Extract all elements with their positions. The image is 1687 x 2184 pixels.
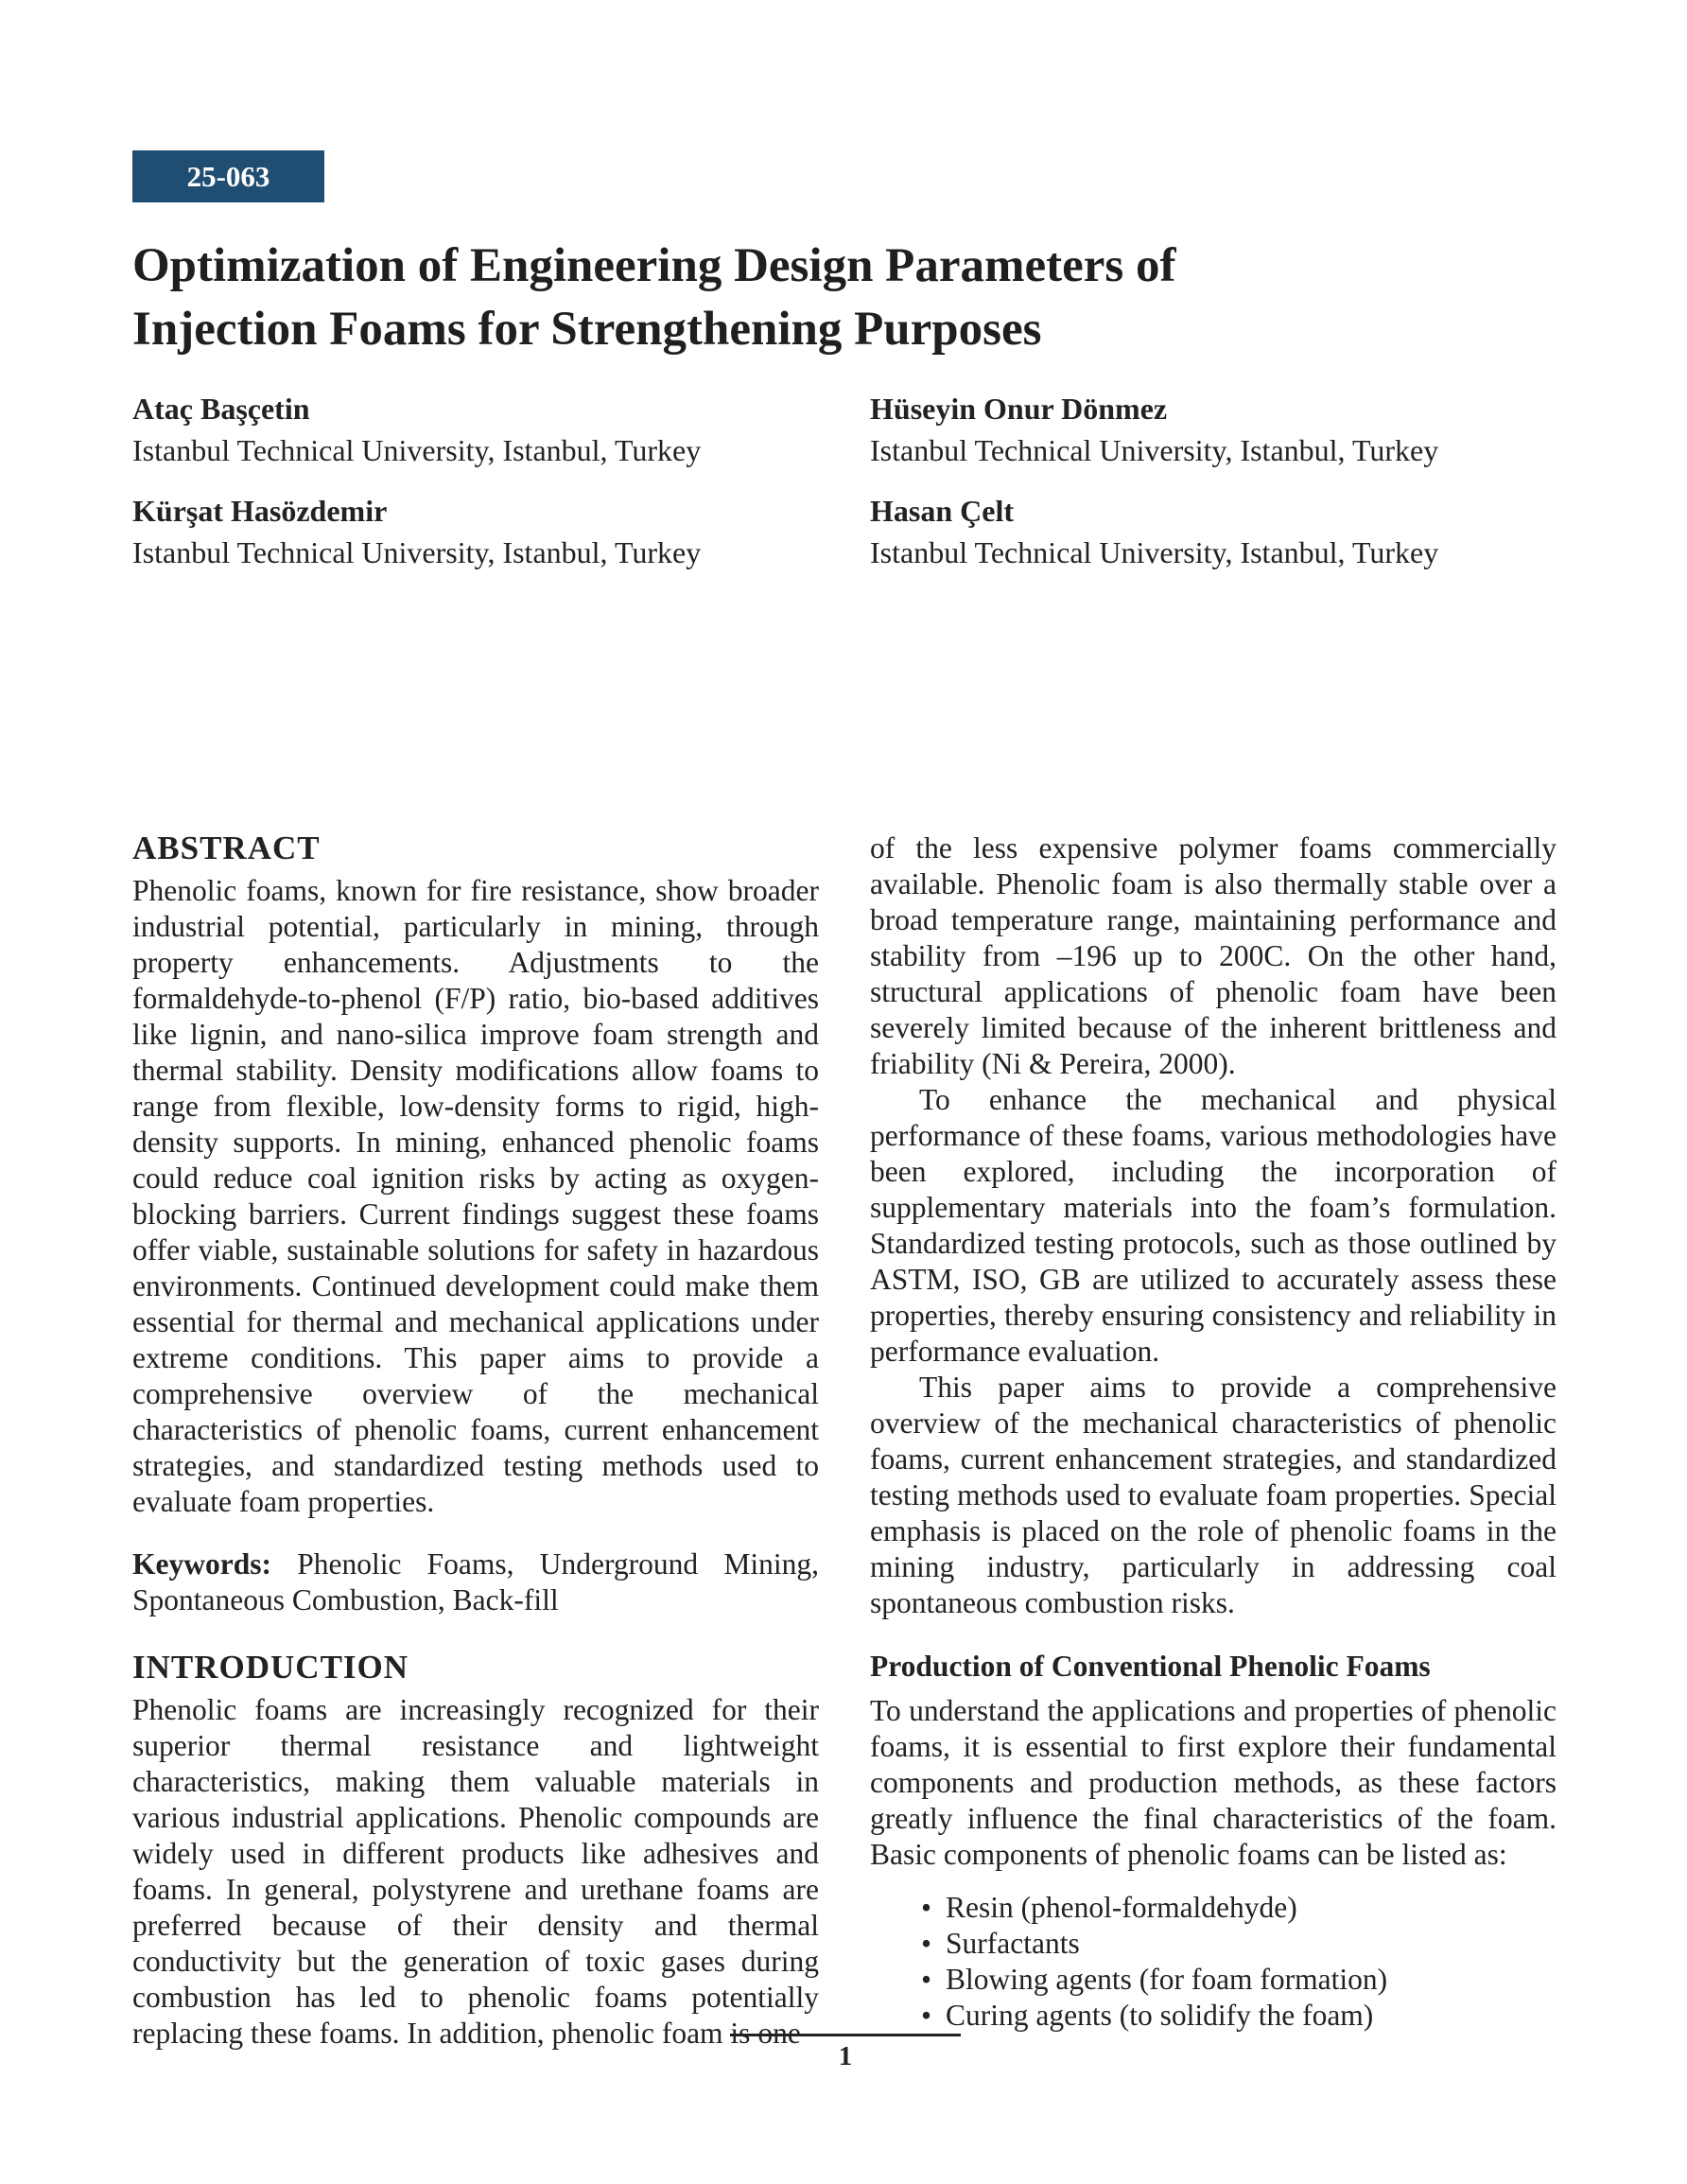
introduction-paragraph: To enhance the mechanical and physical performance of these foams, various methodologies have been explored, including the incorporation of supplementary materials into the foam’s formulation. Standardized testing protocols, such as those outlined by ASTM, ISO, GB are utilized to accurately assess these properties, thereby ensuring consistency and reliability in performance evaluation. [870,1083,1557,1368]
author-name: Kürşat Hasözdemir [132,494,388,528]
production-text: To understand the applications and properties of phenolic foams, it is essential to first explore their fundamental components and production methods, as these factors greatly influence the final characteristics of the foam. Basic components of phenolic foams can be listed as: [870,1694,1557,1871]
abstract-text: Phenolic foams, known for fire resistance, show broader industrial potential, particularly in mining, through property enhancements. Adjustments to the formaldehyde-to-phenol (F/P) ratio, bio-based additives like lignin, and nano-silica improve foam strength and thermal stability. Density modifications allow foams to range from flexible, low-density forms to rigid, high-density supports. In mining, enhanced phenolic foams could reduce coal ignition risks by acting as oxygen-blocking barriers. Current findings suggest these foams offer viable, sustainable solutions for safety in hazardous environments. Continued development could make them essential for thermal and mechanical applications under extreme conditions. This paper aims to provide a comprehensive overview of the mechanical characteristics of phenolic foams, current enhancement strategies, and standardized testing methods used to evaluate foam properties. [132,874,819,1518]
bullet-icon: • [921,1963,932,1996]
left-column [132,828,819,2052]
paper-id-badge: 25-063 [132,150,324,202]
keywords-text: Phenolic Foams, Underground Mining, Spontaneous Combustion, Back-fill [132,1547,819,1616]
introduction-heading: INTRODUCTION [132,1649,409,1686]
abstract-heading: ABSTRACT [132,830,321,866]
author-name: Hüseyin Onur Dönmez [870,392,1168,426]
title-line: Optimization of Engineering Design Parameters of [132,239,1176,292]
right-column [870,830,1557,2034]
keywords-label: Keywords: [132,1547,271,1581]
list-item [921,1962,1557,1998]
author-affiliation: Istanbul Technical University, Istanbul, Turkey [132,535,702,569]
bullet-icon: • [921,1999,932,2032]
introduction-paragraph: This paper aims to provide a comprehensive overview of the mechanical characteristics of phenolic foams, current enhancement strategies, and standardized testing methods used to evaluate foam properties. Special emphasis is placed on the role of phenolic foams in the mining industry, particularly in addressing coal spontaneous combustion risks. [870,1371,1557,1619]
page-number: 1 [838,2041,853,2071]
author-affiliation: Istanbul Technical University, Istanbul, Turkey [870,535,1439,569]
production-heading: Production of Conventional Phenolic Foams [870,1650,1431,1683]
list-item-text: Resin (phenol-formaldehyde) [946,1891,1297,1924]
keywords [132,1546,819,1618]
author-block [870,388,1438,471]
author-block [132,388,701,471]
list-item-text: Blowing agents (for foam formation) [946,1963,1388,1996]
author-affiliation: Istanbul Technical University, Istanbul, Turkey [870,433,1439,467]
list-item [921,1926,1557,1962]
title-line: Injection Foams for Strengthening Purposes [132,303,1042,356]
author-name: Ataç Başçetin [132,392,310,426]
list-item [921,1890,1557,1926]
author-name: Hasan Çelt [870,494,1014,528]
components-list [870,1890,1557,2034]
bullet-icon: • [921,1927,932,1960]
list-item-text: Surfactants [946,1927,1080,1960]
footer-rule [730,2034,961,2036]
author-block [132,490,701,573]
introduction-paragraph: Phenolic foams are increasingly recognized for their superior thermal resistance and lightweight characteristics, making them valuable materials in various industrial applications. Phenolic compounds are widely used in different products like adhesives and foams. In general, polystyrene and urethane foams are preferred because of their density and thermal conductivity but the generation of toxic gases during combustion has led to phenolic foams potentially replacing these foams. In addition, phenolic foam is one [132,1693,819,2050]
author-block [870,490,1438,573]
list-item-text: Curing agents (to solidify the foam) [946,1999,1374,2032]
list-item [921,1998,1557,2034]
bullet-icon: • [921,1891,932,1924]
introduction-paragraph: of the less expensive polymer foams commercially available. Phenolic foam is also thermally stable over a broad temperature range, maintaining performance and stability from –196 up to 200C. On the other hand, structural applications of phenolic foam have been severely limited because of the inherent brittleness and friability (Ni & Pereira, 2000). [870,831,1557,1080]
author-affiliation: Istanbul Technical University, Istanbul, Turkey [132,433,702,467]
paper-title [132,235,1456,361]
